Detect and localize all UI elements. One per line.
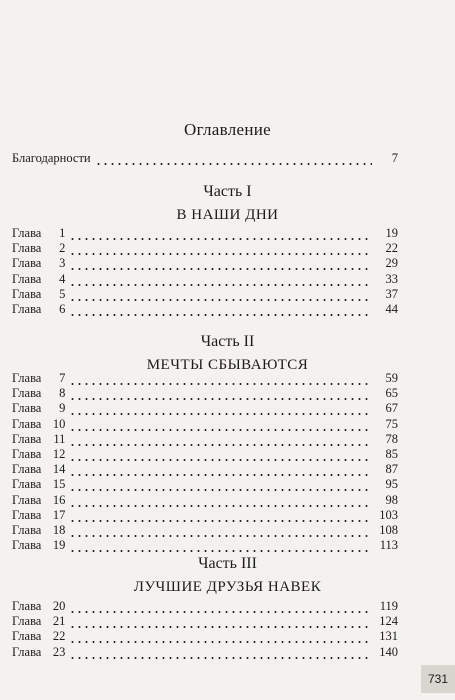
- entry-label: [12, 301, 65, 317]
- chapter-number: 2: [59, 241, 66, 256]
- toc-entry-chapter: [12, 461, 398, 477]
- entry-label: [12, 240, 65, 256]
- toc-entry-chapter: [12, 628, 398, 644]
- toc-entry-chapter: [12, 385, 398, 401]
- toc-entry-chapter: [12, 537, 398, 553]
- chapter-number: 9: [59, 401, 66, 416]
- toc-entry-chapter: [12, 613, 398, 629]
- entry-label: [12, 400, 65, 416]
- page-number: 731: [421, 665, 455, 693]
- entry-label: [12, 271, 65, 287]
- entry-page: 33: [385, 271, 398, 286]
- entry-label: [12, 416, 65, 432]
- toc-entry-chapter: [12, 225, 398, 241]
- chapter-number: 16: [52, 492, 66, 507]
- entry-label: [12, 522, 65, 538]
- part-heading-3: [0, 555, 455, 596]
- part-number: Часть III: [198, 555, 257, 572]
- entry-label: [12, 507, 65, 523]
- entry-label: [12, 628, 65, 644]
- entry-page: 124: [379, 614, 398, 629]
- entry-label: [12, 644, 65, 660]
- toc-entry-chapter: [12, 370, 398, 386]
- chapter-word: Глава: [12, 492, 42, 507]
- entry-label: Благодарности: [12, 151, 91, 165]
- entry-page: 78: [385, 431, 398, 446]
- entry-label: [12, 476, 65, 492]
- entry-label: [12, 385, 65, 401]
- chapter-number: 11: [53, 431, 66, 446]
- toc-title: Оглавление: [184, 120, 271, 139]
- toc-entry-chapter: [12, 286, 398, 302]
- part-name: ЛУЧШИЕ ДРУЗЬЯ НАВЕК: [133, 579, 322, 595]
- entry-label: [12, 286, 65, 302]
- entry-label: [12, 431, 65, 447]
- part-heading-1: [0, 183, 455, 224]
- chapter-number: 21: [52, 614, 66, 629]
- chapter-number: 3: [59, 256, 66, 271]
- part-number: Часть I: [203, 183, 252, 200]
- entry-page: 119: [379, 599, 398, 613]
- toc-entry-chapter: [12, 416, 398, 432]
- toc-entry-chapter: [12, 255, 398, 271]
- chapter-number: 20: [52, 599, 66, 613]
- toc-entry-acknowledgements: [12, 150, 398, 166]
- chapter-word: Глава: [12, 629, 42, 644]
- chapter-word: Глава: [12, 447, 42, 461]
- chapter-word: Глава: [12, 386, 42, 401]
- entry-label: [12, 537, 65, 553]
- chapter-number: 12: [52, 447, 66, 461]
- toc-entry-chapter: [12, 522, 398, 538]
- entry-label: [12, 225, 65, 241]
- part-heading-2: [0, 333, 455, 374]
- chapter-word: Глава: [12, 599, 42, 613]
- entry-page: 131: [379, 629, 398, 644]
- leader-dots: [69, 307, 372, 317]
- chapter-number: 17: [52, 507, 66, 522]
- entry-page: 7: [391, 151, 398, 165]
- entry-page: 59: [385, 371, 398, 385]
- leader-dots: [69, 543, 372, 553]
- part-number: Часть II: [200, 333, 255, 350]
- part-name: МЕЧТЫ СБЫВАЮТСЯ: [146, 357, 309, 373]
- entry-label: [12, 255, 65, 271]
- toc-entry-chapter: [12, 644, 398, 660]
- toc-entry-chapter: [12, 492, 398, 508]
- entry-page: 113: [379, 538, 398, 553]
- toc-entry-chapter: [12, 400, 398, 416]
- chapter-word: Глава: [12, 256, 42, 271]
- entry-label: [12, 370, 65, 386]
- entry-label: [12, 446, 65, 462]
- toc-entry-chapter: [12, 476, 398, 492]
- entry-page: 44: [385, 302, 398, 316]
- chapter-word: Глава: [12, 401, 42, 416]
- chapter-word: Глава: [12, 226, 42, 240]
- entry-page: 85: [385, 447, 398, 461]
- chapter-word: Глава: [12, 538, 42, 553]
- chapter-word: Глава: [12, 271, 42, 286]
- chapter-number: 6: [59, 302, 66, 316]
- toc-entry-chapter: [12, 431, 398, 447]
- chapter-word: Глава: [12, 477, 42, 492]
- entry-page: 29: [385, 256, 398, 271]
- chapter-word: Глава: [12, 431, 42, 446]
- toc-entry-chapter: [12, 240, 398, 256]
- entry-label: [12, 598, 65, 614]
- toc-entry-chapter: [12, 446, 398, 462]
- entry-page: 65: [385, 386, 398, 401]
- chapter-number: 18: [52, 523, 66, 537]
- entry-page: 95: [385, 477, 398, 492]
- entry-label: [12, 492, 65, 508]
- chapter-number: 22: [52, 629, 66, 644]
- toc-entry-chapter: [12, 271, 398, 287]
- chapter-word: Глава: [12, 302, 42, 316]
- entry-label: [12, 613, 65, 629]
- chapter-number: 14: [52, 462, 66, 477]
- entry-page: 75: [385, 416, 398, 431]
- chapter-number: 4: [59, 271, 66, 286]
- chapter-word: Глава: [12, 507, 42, 522]
- entry-page: 67: [385, 401, 398, 416]
- entry-page: 103: [379, 507, 398, 522]
- chapter-word: Глава: [12, 644, 42, 659]
- chapter-word: Глава: [12, 416, 42, 431]
- entry-page: 98: [385, 492, 398, 507]
- part-name: В НАШИ ДНИ: [176, 207, 279, 223]
- entry-label: [12, 461, 65, 477]
- chapter-word: Глава: [12, 523, 42, 537]
- entry-page: 87: [385, 462, 398, 477]
- leader-dots: [69, 650, 372, 660]
- chapter-word: Глава: [12, 241, 42, 256]
- chapter-number: 5: [59, 286, 66, 301]
- chapter-number: 7: [59, 371, 66, 385]
- chapter-word: Глава: [12, 286, 42, 301]
- leader-dots: [95, 156, 372, 166]
- entry-page: 37: [385, 286, 398, 301]
- chapter-number: 15: [52, 477, 66, 492]
- chapter-number: 1: [59, 226, 66, 240]
- chapter-word: Глава: [12, 371, 42, 385]
- entry-page: 19: [385, 226, 398, 240]
- chapter-number: 23: [52, 644, 66, 659]
- toc-entry-chapter: [12, 301, 398, 317]
- chapter-number: 19: [52, 538, 66, 553]
- chapter-word: Глава: [12, 614, 42, 629]
- entry-page: 108: [379, 523, 398, 537]
- entry-page: 22: [385, 241, 398, 256]
- chapter-number: 10: [52, 416, 66, 431]
- chapter-word: Глава: [12, 462, 42, 477]
- entry-page: 140: [379, 644, 398, 659]
- chapter-number: 8: [59, 386, 66, 401]
- toc-entry-chapter: [12, 598, 398, 614]
- toc-entry-chapter: [12, 507, 398, 523]
